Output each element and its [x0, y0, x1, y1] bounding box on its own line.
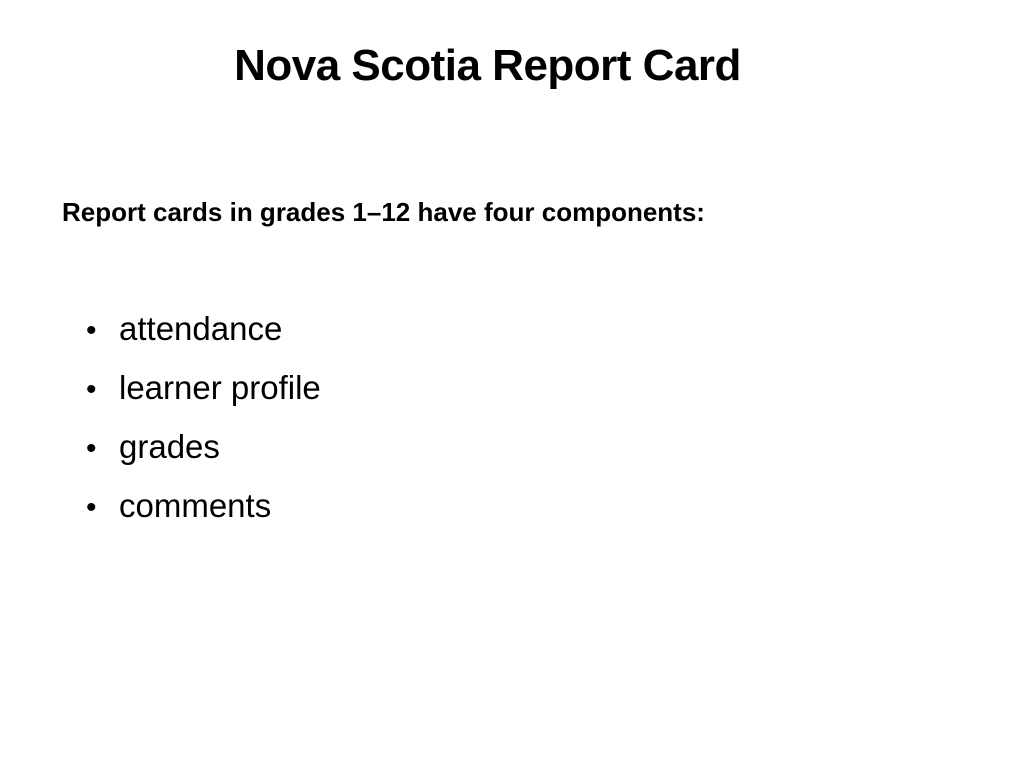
bullet-item-attendance: [86, 300, 321, 359]
slide-subtitle: Report cards in grades 1–12 have four components:: [62, 197, 705, 227]
bullet-text: comments: [119, 487, 272, 524]
bullet-text: grades: [119, 428, 220, 465]
bullet-text: learner profile: [119, 369, 321, 406]
bullet-item-learner-profile: [86, 359, 321, 418]
bullet-list: [86, 300, 321, 536]
bullet-item-comments: [86, 477, 321, 536]
bullet-text: attendance: [119, 310, 283, 347]
bullet-icon: •: [86, 314, 97, 347]
bullet-icon: •: [86, 491, 97, 524]
bullet-icon: •: [86, 373, 97, 406]
bullet-item-grades: [86, 418, 321, 477]
slide-title: Nova Scotia Report Card: [234, 41, 741, 90]
bullet-icon: •: [86, 432, 97, 465]
